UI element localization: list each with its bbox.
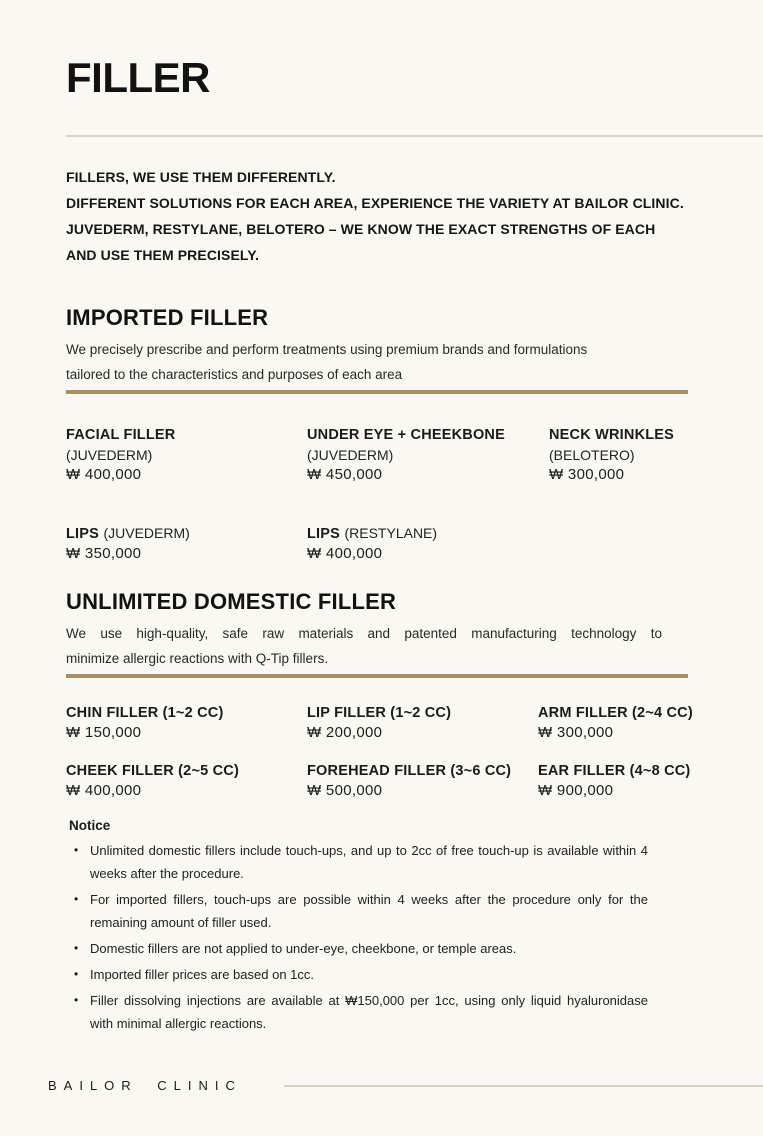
- notice-bullet-text: For imported fillers, touch-ups are possible within 4 weeks after the procedure only for the remaining amount of filler used.: [90, 892, 648, 930]
- item-price: ₩ 300,000: [538, 724, 614, 741]
- notice-bullet-text: Filler dissolving injections are available at ₩150,000 per 1cc, using only liquid hyaluronidase with minimal allergic reactions.: [90, 993, 648, 1031]
- page-footer: [48, 1078, 763, 1093]
- domestic-filler-heading: UNLIMITED DOMESTIC FILLER: [66, 589, 397, 614]
- notice-bullet: [69, 989, 763, 1035]
- price-item-lips-restylane: [307, 523, 549, 564]
- notice-section: [69, 816, 763, 1035]
- item-brand: (JUVEDERM): [103, 525, 190, 541]
- domestic-price-grid: [66, 703, 763, 801]
- section-domestic-filler: [66, 589, 763, 801]
- item-name: FACIAL FILLER: [66, 427, 176, 443]
- imported-filler-heading: IMPORTED FILLER: [66, 305, 269, 330]
- notice-bullet-text: Domestic fillers are not applied to under-eye, cheekbone, or temple areas.: [90, 941, 517, 956]
- notice-bullet: [69, 963, 763, 986]
- price-item-chin-filler: [66, 703, 307, 743]
- item-price: ₩ 350,000: [66, 545, 142, 562]
- bullet-dot-icon: •: [74, 892, 79, 906]
- domestic-section-divider: [66, 674, 688, 678]
- intro-line: JUVEDERM, RESTYLANE, BELOTERO – WE KNOW THE EXACT STRENGTHS OF EACH: [66, 221, 656, 237]
- section-imported-filler: [66, 305, 763, 564]
- price-item-under-eye-cheekbone: [307, 425, 549, 485]
- item-name-line: [307, 523, 549, 544]
- footer-divider: [284, 1085, 763, 1087]
- notice-bullet: [69, 888, 763, 934]
- top-divider: [66, 135, 763, 137]
- notice-bullet: [69, 937, 763, 960]
- item-price: ₩ 900,000: [538, 782, 614, 799]
- bullet-dot-icon: •: [74, 843, 79, 857]
- item-price: ₩ 500,000: [307, 782, 383, 799]
- description-line: We use high-quality, safe raw materials and patented manufacturing technology to: [66, 626, 662, 641]
- item-name: UNDER EYE + CHEEKBONE: [307, 427, 505, 443]
- imported-price-grid: [66, 425, 763, 564]
- intro-line: FILLERS, WE USE THEM DIFFERENTLY.: [66, 169, 336, 185]
- imported-section-divider: [66, 390, 688, 394]
- notice-bullet: [69, 839, 763, 885]
- price-item-lip-filler: [307, 703, 538, 743]
- price-item-facial-filler: [66, 425, 307, 485]
- price-item-arm-filler: [538, 703, 763, 743]
- description-line: minimize allergic reactions with Q-Tip fillers.: [66, 651, 329, 666]
- description-line: We precisely prescribe and perform treatments using premium brands and formulations: [66, 342, 588, 357]
- item-brand: (RESTYLANE): [344, 525, 438, 541]
- intro-line: AND USE THEM PRECISELY.: [66, 247, 260, 263]
- price-item-neck-wrinkles: [549, 425, 763, 485]
- description-line: tailored to the characteristics and purposes of each area: [66, 367, 403, 382]
- item-price: ₩ 300,000: [549, 466, 625, 483]
- page-content: [0, 56, 763, 1035]
- item-name: FOREHEAD FILLER (3~6 CC): [307, 763, 512, 779]
- item-price: ₩ 150,000: [66, 724, 142, 741]
- price-item-ear-filler: [538, 761, 763, 801]
- price-item-lips-juvederm: [66, 523, 307, 564]
- item-name: LIPS: [66, 526, 100, 542]
- item-price: ₩ 200,000: [307, 724, 383, 741]
- clinic-brand-name: BAILOR CLINIC: [48, 1078, 242, 1093]
- imported-filler-description: [66, 337, 662, 387]
- domestic-filler-description: [66, 621, 662, 671]
- item-name: LIP FILLER (1~2 CC): [307, 705, 452, 721]
- intro-line: DIFFERENT SOLUTIONS FOR EACH AREA, EXPERIENCE THE VARIETY AT BAILOR CLINIC.: [66, 195, 684, 211]
- notice-heading: Notice: [69, 818, 111, 833]
- item-price: ₩ 400,000: [307, 545, 383, 562]
- item-name: EAR FILLER (4~8 CC): [538, 763, 691, 779]
- price-item-cheek-filler: [66, 761, 307, 801]
- item-brand: (JUVEDERM): [307, 447, 394, 463]
- item-name: CHEEK FILLER (2~5 CC): [66, 763, 239, 779]
- item-name-line: [66, 523, 307, 544]
- item-brand: (JUVEDERM): [66, 447, 153, 463]
- empty-grid-cell: [549, 523, 763, 564]
- notice-bullet-text: Unlimited domestic fillers include touch-ups, and up to 2cc of free touch-up is available within 4 weeks after the procedure.: [90, 843, 648, 881]
- item-name: ARM FILLER (2~4 CC): [538, 705, 693, 721]
- item-price: ₩ 400,000: [66, 782, 142, 799]
- item-price: ₩ 450,000: [307, 466, 383, 483]
- intro-paragraph: [66, 164, 763, 268]
- item-brand: (BELOTERO): [549, 447, 635, 463]
- page-title: FILLER: [66, 54, 210, 101]
- notice-bullet-text: Imported filler prices are based on 1cc.: [90, 967, 314, 982]
- item-price: ₩ 400,000: [66, 466, 142, 483]
- item-name: NECK WRINKLES: [549, 427, 675, 443]
- bullet-dot-icon: •: [74, 993, 79, 1007]
- item-name: CHIN FILLER (1~2 CC): [66, 705, 224, 721]
- item-name: LIPS: [307, 526, 341, 542]
- bullet-dot-icon: •: [74, 941, 79, 955]
- price-item-forehead-filler: [307, 761, 538, 801]
- bullet-dot-icon: •: [74, 967, 79, 981]
